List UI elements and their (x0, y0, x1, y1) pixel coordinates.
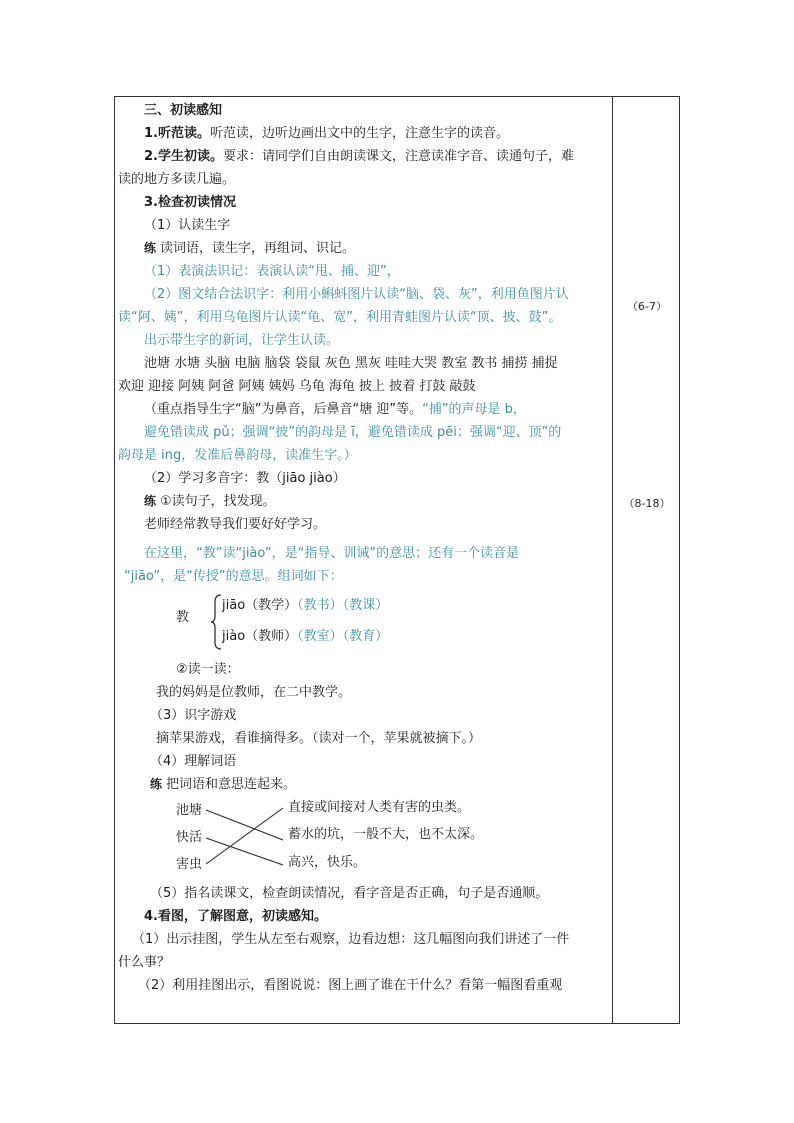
brace-row-2-w3: （教育） (342, 629, 389, 644)
time-note-2: （8-18） (623, 497, 671, 510)
words-line-2: 欢迎 迎接 阿姨 阿爸 阿姨 姨妈 乌龟 海龟 披上 披着 打鼓 敲鼓 (118, 379, 476, 394)
column-divider (612, 97, 613, 1023)
step-2-text-a: 要求：请同学们自由朗读课文，注意读准字音、读通句子，难 (222, 149, 574, 164)
practice-1 (118, 237, 608, 260)
polyphone-brace (118, 592, 608, 652)
practice-1-text: 读词语，读生字，再组词、识记。 (160, 241, 356, 256)
sub-5: （5）指名读课文，检查朗读情况，看字音是否正确，句子是否通顺。 (150, 886, 549, 901)
note-b: “捕”的声母是 b， (422, 402, 526, 417)
explain-a: 在这里，“教”读“jiào”，是“指导、训诫”的意思；还有一个读音是 (144, 546, 520, 561)
practice-icon: 练 (144, 494, 157, 508)
step-1-label: 1.听范读。 (144, 126, 210, 141)
step-2-line-b: 读的地方多读几遍。 (118, 172, 236, 187)
method-2-a: （2）图文结合法识字：利用小蝌蚪图片认读“脑、袋、灰”，利用鱼图片认 (144, 287, 569, 302)
match-meaning-2: 蓄水的坑，一般不大，也不太深。 (288, 827, 484, 842)
explain-b: “jiāo”，是“传授”的意思。组词如下： (124, 569, 343, 584)
brace-row-2-w1: （教师） (245, 629, 298, 644)
brace-row-1-w1: （教学） (245, 598, 298, 613)
practice-icon: 练 (144, 241, 157, 255)
practice-3-text: 把词语和意思连起来。 (166, 777, 297, 792)
pronunciation-note-a (118, 398, 608, 421)
brace-row-2 (222, 625, 388, 648)
brace-row-2-w2: （教室） (297, 629, 343, 644)
show-words: 出示带生字的新词，让学生认读。 (144, 333, 340, 348)
sentence-1: 老师经常教导我们要好好学习。 (144, 517, 327, 532)
sub-4: （4）理解词语 (150, 754, 237, 769)
sub-2: （2）学习多音字：教（jiāo jiào） (144, 471, 346, 486)
pronunciation-note-d: 韵母是 ing，发准后鼻韵母，读准生字。） (118, 448, 357, 463)
sentence-2: 我的妈妈是位教师，在二中教学。 (156, 685, 352, 700)
lesson-table (114, 96, 680, 1024)
sub-3: （3）识字游戏 (150, 708, 237, 723)
step-1 (118, 122, 608, 145)
match-word-3: 害虫 (176, 857, 203, 872)
step-4-2: （2）利用挂图出示，看图说说：图上画了谁在干什么？看第一幅图看重观 (138, 978, 563, 993)
read-label: ②读一读： (176, 662, 240, 677)
brace-row-1-pinyin: jiāo (222, 598, 246, 613)
match-lines (118, 796, 318, 878)
game-text: 摘苹果游戏，看谁摘得多。（读对一个，苹果就被摘下。） (156, 731, 482, 746)
practice-2-text: ①读句子，找发现。 (160, 494, 276, 509)
brace-row-1-w3: （教课） (342, 598, 389, 613)
sub-1: （1）认读生字 (144, 218, 231, 233)
note-a: （重点指导生字“脑”为鼻音，后鼻音“塘 迎”等。 (144, 402, 423, 417)
practice-icon: 练 (150, 777, 163, 791)
word-matching (118, 796, 608, 878)
lesson-content (118, 99, 608, 997)
practice-2 (118, 490, 608, 513)
step-2-line-a (118, 145, 608, 168)
brace-char: 教 (176, 610, 190, 625)
step-4-1-a: （1）出示挂图，学生从左至右观察，边看边想：这几幅图向我们讲述了一件 (132, 932, 570, 947)
step-4-1-b: 什么事？ (118, 955, 171, 970)
step-3-label: 3.检查初读情况 (144, 195, 236, 210)
method-1: （1）表演法识记：表演认读“甩、捕、迎”， (144, 264, 400, 279)
step-2-label: 2.学生初读。 (144, 149, 223, 164)
match-word-1: 池塘 (176, 803, 203, 818)
brace-row-1-w2: （教书） (297, 598, 343, 613)
pronunciation-note-c: 避免错读成 pǔ；强调“披”的韵母是 ī，避免错读成 pēi；强调“迎、顶”的 (144, 425, 562, 440)
match-word-2: 快活 (176, 830, 203, 845)
step-1-text: 听范读，边听边画出文中的生字，注意生字的读音。 (209, 126, 509, 141)
step-4-label: 4.看图，了解图意，初读感知。 (144, 909, 327, 924)
match-meaning-3: 高兴，快乐。 (288, 855, 367, 870)
brace-row-1 (222, 594, 388, 617)
practice-3 (118, 773, 608, 796)
brace-row-2-pinyin: jiào (222, 629, 246, 644)
section-title: 三、初读感知 (144, 103, 223, 118)
method-2-b: 读“阿、姨”，利用乌龟图片认读“龟、宽”，利用青蛙图片认读“顶、披、鼓”。 (118, 310, 562, 325)
match-meaning-1: 直接或间接对人类有害的虫类。 (288, 800, 471, 815)
words-line-1: 池塘 水塘 头脑 电脑 脑袋 袋鼠 灰色 黑灰 哇哇大哭 教室 教书 捕捞 捕捉 (144, 356, 558, 371)
time-note-1: （6-7） (627, 300, 667, 313)
